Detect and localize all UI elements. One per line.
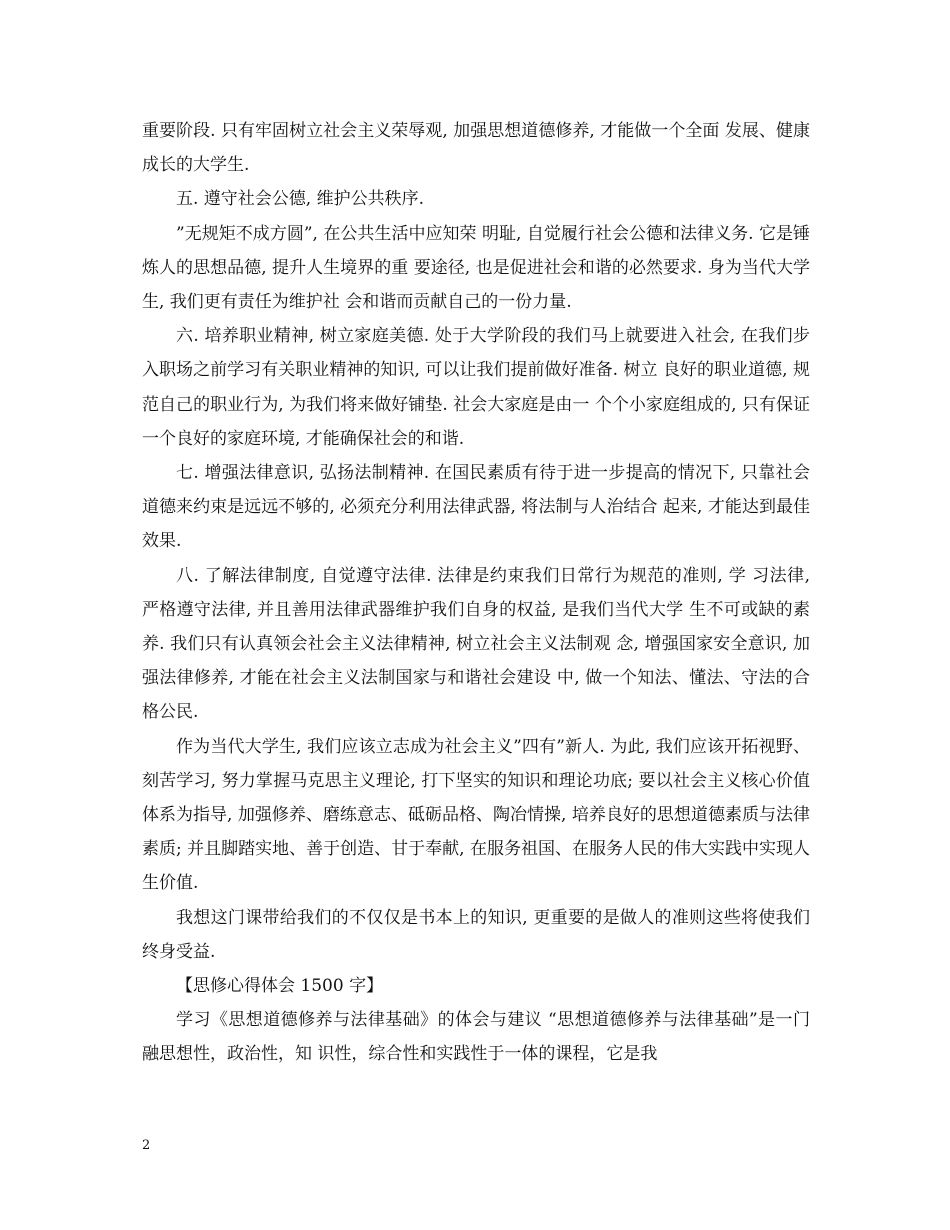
paragraph-8: 我想这门课带给我们的不仅仅是书本上的知识, 更重要的是做人的准则这些将使我们终身受益. [142, 907, 810, 962]
paragraph-2-heading-five: 五. 遵守社会公德, 维护公共秩序. [176, 189, 425, 210]
paragraph-7: 作为当代大学生, 我们应该立志成为社会主义”四有”新人. 为此, 我们应该开拓视野、刻苦学习, 努力掌握马克思主义理论, 打下坚实的知识和理论功底; 要以社会主义核心价值体系为指导, 加强修养、磨练意志、砥砺品格、陶冶情操, 培养良好的思想道德素质与法律素质; 并且脚踏实地、善于创造、甘于奉献, 在服务祖国、在服务人民的伟大实践中实现人生价值. [142, 736, 810, 894]
paragraph-6-heading-eight: 八. 了解法律制度, 自觉遵守法律. 法律是约束我们日常行为规范的准则, 学 习法律, 严格遵守法律, 并且善用法律武器维护我们自身的权益, 是我们当代大学 生不可或缺的素养. 我们只有认真领会社会主义法律精神, 树立社会主义法制观 念, 增强国家安全意识, 加强法律修养, 才能在社会主义法制国家与和谐社会建设 中, 做一个知法、懂法、守法的合格公民. [142, 565, 810, 723]
paragraph-4-heading-six: 六. 培养职业精神, 树立家庭美德. 处于大学阶段的我们马上就要进入社会, 在我们步入职场之前学习有关职业精神的知识, 可以让我们提前做好准备. 树立 良好的职业道德, 规范自己的职业行为, 为我们将来做好铺垫. 社会大家庭是由一 个个小家庭组成的, 只有保证一个良好的家庭环境, 才能确保社会的和谐. [142, 326, 810, 449]
paragraph-3: ”无规矩不成方圆”, 在公共生活中应知荣 明耻, 自觉履行社会公德和法律义务. 它是锤炼人的思想品德, 提升人生境界的重 要途径, 也是促进社会和谐的必然要求. 身为当代大学生, 我们更有责任为维护社 会和谐而贡献自己的一份力量. [142, 223, 810, 313]
section-title: 【思修心得体会 1500 字】 [176, 976, 384, 997]
paragraph-10: 学习《思想道德修养与法律基础》的体会与建议 “思想道德修养与法律基础”是一门融思想性，政治性，知 识性，综合性和实践性于一体的课程，它是我 [142, 1010, 810, 1065]
page-number: 2 [142, 1138, 151, 1153]
paragraph-1: 重要阶段. 只有牢固树立社会主义荣辱观, 加强思想道德修养, 才能做一个全面 发展、健康成长的大学生. [142, 121, 810, 176]
paragraph-5-heading-seven: 七. 增强法律意识, 弘扬法制精神. 在国民素质有待于进一步提高的情况下, 只靠社会道德来约束是远远不够的, 必须充分利用法律武器, 将法制与人治结合 起来, 才能达到最佳效果. [142, 463, 810, 552]
body-text [142, 114, 810, 1072]
